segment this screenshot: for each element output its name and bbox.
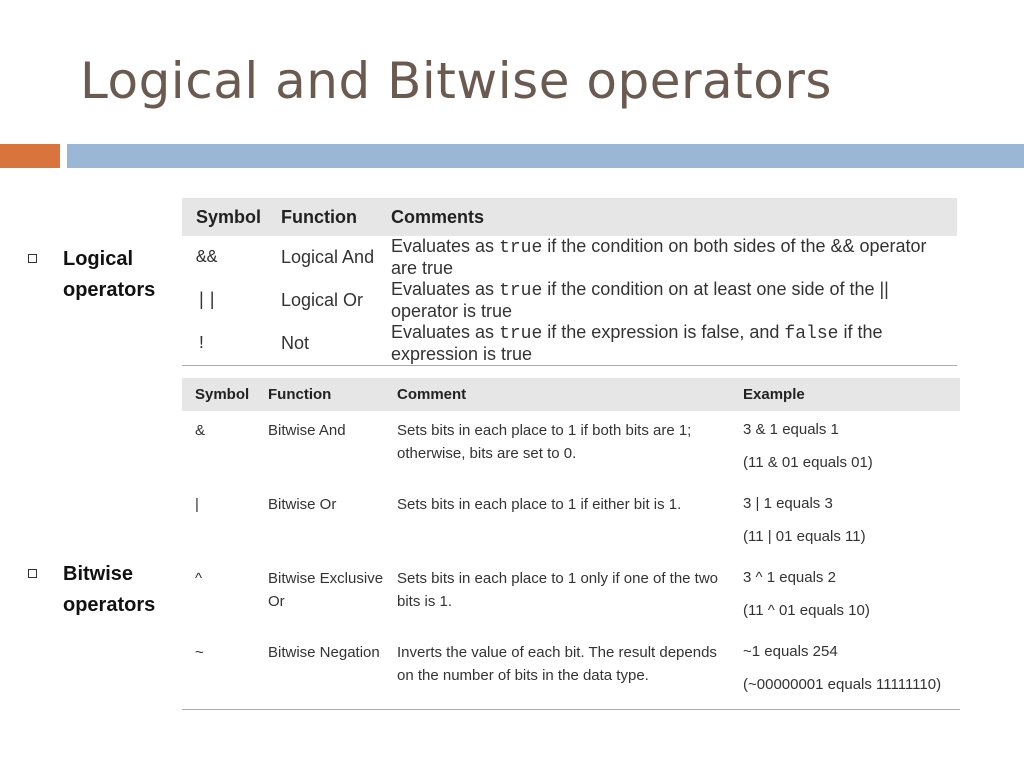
example-cell	[730, 559, 960, 633]
comment-cell: Evaluates as true if the expression is false, and false if the expression is true	[377, 322, 957, 366]
column-header: Symbol	[182, 378, 255, 411]
function-cell: Logical And	[281, 247, 375, 267]
bitwise-operators-table	[182, 378, 960, 710]
accent-bar-orange	[0, 144, 60, 168]
table-header-row	[182, 198, 957, 236]
bullet-logical-operators	[28, 244, 173, 306]
function-cell: Bitwise Exclusive Or	[268, 570, 384, 610]
comment-cell: Evaluates as true if the condition on both sides of the && operator are true	[391, 236, 927, 278]
table-row	[182, 322, 957, 366]
comment-cell: Sets bits in each place to 1 if both bits are 1; otherwise, bits are set to 0.	[397, 422, 692, 462]
example-line: 3 & 1 equals 1	[743, 421, 839, 438]
example-cell	[730, 633, 960, 710]
example-line: (~00000001 equals 11111110)	[743, 676, 942, 693]
function-cell: Bitwise And	[268, 422, 346, 439]
example-cell	[730, 485, 960, 559]
function-cell: Bitwise Negation	[255, 633, 384, 710]
square-bullet-icon	[28, 254, 37, 263]
bullet-label: Bitwise operators	[63, 563, 156, 616]
slide-title: Logical and Bitwise operators	[80, 52, 832, 110]
comment-cell: Inverts the value of each bit. The result depends on the number of bits in the data type.	[384, 633, 730, 710]
table-row	[182, 633, 960, 710]
column-header: Example	[730, 378, 960, 411]
symbol-cell: &	[195, 422, 206, 439]
bullet-label: Logical operators	[63, 248, 156, 301]
symbol-cell: ||	[196, 290, 218, 311]
function-cell: Logical Or	[281, 290, 364, 310]
function-cell: Not	[267, 322, 377, 366]
example-line: (11 & 01 equals 01)	[743, 454, 873, 471]
example-cell	[730, 411, 960, 485]
function-cell: Bitwise Or	[268, 496, 337, 513]
accent-bar-blue	[67, 144, 1024, 168]
comment-cell: Sets bits in each place to 1 if either bit is 1.	[397, 496, 682, 513]
square-bullet-icon	[28, 569, 37, 578]
logical-operators-table	[182, 198, 957, 366]
example-line: (11 ^ 01 equals 10)	[743, 602, 870, 619]
table-row	[182, 411, 960, 485]
table-row	[182, 236, 957, 279]
column-header: Function	[255, 378, 384, 411]
table-row	[182, 485, 960, 559]
example-line: 3 | 1 equals 3	[743, 495, 833, 512]
table-header-row	[182, 378, 960, 411]
bullet-bitwise-operators	[28, 559, 173, 621]
symbol-cell: &&	[196, 247, 218, 268]
column-header: Symbol	[182, 198, 267, 236]
comment-cell: Sets bits in each place to 1 only if one of the two bits is 1.	[397, 570, 719, 610]
column-header: Comment	[384, 378, 730, 411]
example-line: (11 | 01 equals 11)	[743, 528, 866, 545]
column-header: Function	[267, 198, 377, 236]
symbol-cell: !	[182, 322, 267, 366]
column-header: Comments	[377, 198, 957, 236]
symbol-cell: ~	[182, 633, 255, 710]
table-row	[182, 279, 957, 322]
symbol-cell: ^	[195, 570, 203, 587]
symbol-cell: |	[195, 496, 199, 513]
comment-cell: Evaluates as true if the condition on at least one side of the || operator is true	[391, 279, 889, 321]
table-row	[182, 559, 960, 633]
example-line: ~1 equals 254	[743, 643, 838, 660]
example-line: 3 ^ 1 equals 2	[743, 569, 836, 586]
